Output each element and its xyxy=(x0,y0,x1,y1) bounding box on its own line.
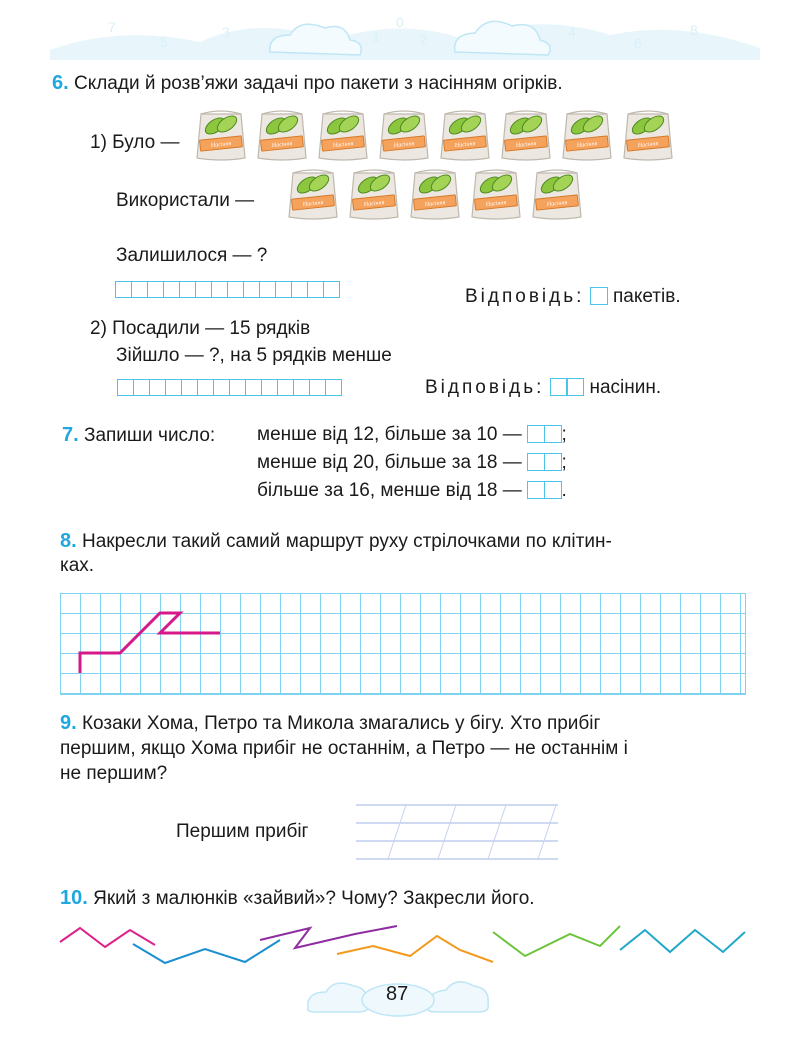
zigzag-orange xyxy=(337,936,493,962)
cell[interactable] xyxy=(229,379,246,396)
seed-packet-icon xyxy=(315,104,371,162)
task7-condition: більше за 16, менше від 18 — xyxy=(257,480,522,501)
answer-box[interactable] xyxy=(527,481,545,499)
task7-condition: менше від 12, більше за 10 — xyxy=(257,424,522,445)
task8-text-1: Накресли такий самий маршрут руху стрілочками по клітин- xyxy=(81,531,612,552)
packet-label: Насіння xyxy=(576,140,598,150)
seed-packet-icon xyxy=(559,104,615,162)
cell[interactable] xyxy=(211,281,228,298)
seed-packet-icon xyxy=(437,104,493,162)
task8-text-2: ках. xyxy=(60,555,95,576)
cell[interactable] xyxy=(245,379,262,396)
packet-label: Насіння xyxy=(485,199,507,209)
answer-unit: насінин. xyxy=(589,377,662,398)
task9-text-2: першим, якщо Хома прибіг не останнім, а Петро — не останнім і xyxy=(60,738,628,759)
packet-label: Насіння xyxy=(454,140,476,150)
cell[interactable] xyxy=(149,379,166,396)
cell[interactable] xyxy=(293,379,310,396)
header-clouds xyxy=(0,0,800,80)
cell[interactable] xyxy=(227,281,244,298)
task7-punct: ; xyxy=(561,424,567,445)
task9-text-3: не першим? xyxy=(60,763,168,784)
zigzag-magenta xyxy=(60,928,155,947)
answer-unit: пакетів. xyxy=(612,286,681,307)
task6-text: Склади й розв’яжи задачі про пакети з насінням огірків. xyxy=(73,73,563,94)
header-digit: 3 xyxy=(222,24,230,40)
answer-line-1 xyxy=(465,286,681,308)
zigzag-teal xyxy=(620,930,745,952)
cell[interactable] xyxy=(131,281,148,298)
task-number: 7. xyxy=(62,424,79,446)
seed-packet-icon xyxy=(498,104,554,162)
cell[interactable] xyxy=(213,379,230,396)
seed-packet-icon xyxy=(407,163,463,221)
packet-label: Насіння xyxy=(637,140,659,150)
task6-heading xyxy=(52,72,563,95)
seed-packet-icon xyxy=(285,163,341,221)
task7-line xyxy=(257,480,567,502)
seed-packet-icon xyxy=(620,104,676,162)
cell[interactable] xyxy=(325,379,342,396)
zigzag-purple xyxy=(260,926,397,948)
task6-used-label: Використали — xyxy=(116,190,255,211)
header-digit: 4 xyxy=(568,24,576,40)
task6-left-label: Залишилося — ? xyxy=(116,245,268,266)
cell[interactable] xyxy=(181,379,198,396)
task7-line xyxy=(257,452,567,474)
task7-punct: ; xyxy=(561,452,567,473)
packet-label: Насіння xyxy=(424,199,446,209)
seed-packet-icon xyxy=(254,104,310,162)
header-digit: 6 xyxy=(634,35,642,51)
task10-text: Який з малюнків «зайвий»? Чому? Закресли його. xyxy=(93,888,535,909)
cell[interactable] xyxy=(179,281,196,298)
answer-box[interactable] xyxy=(544,481,562,499)
header-digit: 2 xyxy=(420,31,428,47)
cell[interactable] xyxy=(117,379,134,396)
cell[interactable] xyxy=(275,281,292,298)
cell[interactable] xyxy=(197,379,214,396)
packet-label: Насіння xyxy=(363,199,385,209)
task6-p2-line2: Зійшло — ?, на 5 рядків менше xyxy=(116,345,392,366)
header-digit: 0 xyxy=(396,14,404,30)
answer-line-2 xyxy=(425,377,661,399)
seed-packet-icon xyxy=(193,104,249,162)
task-number: 9. xyxy=(60,712,77,734)
cell[interactable] xyxy=(309,379,326,396)
answer-label: Першим прибіг xyxy=(176,821,309,842)
header-digit: 5 xyxy=(160,34,168,50)
packet-label: Насіння xyxy=(302,199,324,209)
packet-label: Насіння xyxy=(271,140,293,150)
cell[interactable] xyxy=(259,281,276,298)
task9-line1 xyxy=(60,712,600,735)
task7-heading xyxy=(62,424,215,447)
route-drawing xyxy=(60,593,260,695)
cell[interactable] xyxy=(163,281,180,298)
task7-line xyxy=(257,424,567,446)
packet-label: Насіння xyxy=(393,140,415,150)
seed-packet-icon xyxy=(468,163,524,221)
answer-label: Відповідь: xyxy=(465,286,585,307)
seed-packet-icon xyxy=(346,163,402,221)
answer-box[interactable] xyxy=(527,453,545,471)
answer-box[interactable] xyxy=(550,378,568,396)
seed-packet-icon xyxy=(529,163,585,221)
cell[interactable] xyxy=(243,281,260,298)
zigzag-green xyxy=(493,926,620,956)
task7-condition: менше від 20, більше за 18 — xyxy=(257,452,522,473)
cell[interactable] xyxy=(307,281,324,298)
task6-was-label: 1) Було — xyxy=(90,132,180,153)
answer-box[interactable] xyxy=(590,287,608,305)
writing-lines[interactable] xyxy=(356,803,560,863)
answer-box[interactable] xyxy=(544,425,562,443)
header-digit: 8 xyxy=(690,22,698,38)
solution-cells[interactable] xyxy=(116,281,340,298)
header-digit: 1 xyxy=(372,29,380,45)
cell[interactable] xyxy=(115,281,132,298)
cell[interactable] xyxy=(147,281,164,298)
task-number: 6. xyxy=(52,72,69,94)
answer-box[interactable] xyxy=(544,453,562,471)
zigzag-blue xyxy=(133,940,280,963)
page-number: 87 xyxy=(386,983,409,1005)
task7-intro: Запиши число: xyxy=(83,425,216,446)
packet-label: Насіння xyxy=(210,140,232,150)
answer-box[interactable] xyxy=(566,378,584,396)
task10-heading xyxy=(60,887,535,910)
packet-label: Насіння xyxy=(515,140,537,150)
task-number: 8. xyxy=(60,530,77,552)
cell[interactable] xyxy=(277,379,294,396)
seed-packet-icon xyxy=(376,104,432,162)
cell[interactable] xyxy=(165,379,182,396)
task-number: 10. xyxy=(60,887,88,909)
answer-label: Відповідь: xyxy=(425,377,545,398)
answer-box[interactable] xyxy=(527,425,545,443)
packet-label: Насіння xyxy=(546,199,568,209)
header-digit: 7 xyxy=(108,19,116,35)
solution-cells[interactable] xyxy=(118,379,342,396)
cell[interactable] xyxy=(261,379,278,396)
task9-text-1: Козаки Хома, Петро та Микола змагались у бігу. Хто прибіг xyxy=(81,713,601,734)
cell[interactable] xyxy=(291,281,308,298)
cell[interactable] xyxy=(133,379,150,396)
task6-p2-line1: 2) Посадили — 15 рядків xyxy=(90,318,311,339)
cell[interactable] xyxy=(323,281,340,298)
task8-heading xyxy=(60,530,612,553)
cell[interactable] xyxy=(195,281,212,298)
packet-label: Насіння xyxy=(332,140,354,150)
task7-punct: . xyxy=(561,480,567,501)
